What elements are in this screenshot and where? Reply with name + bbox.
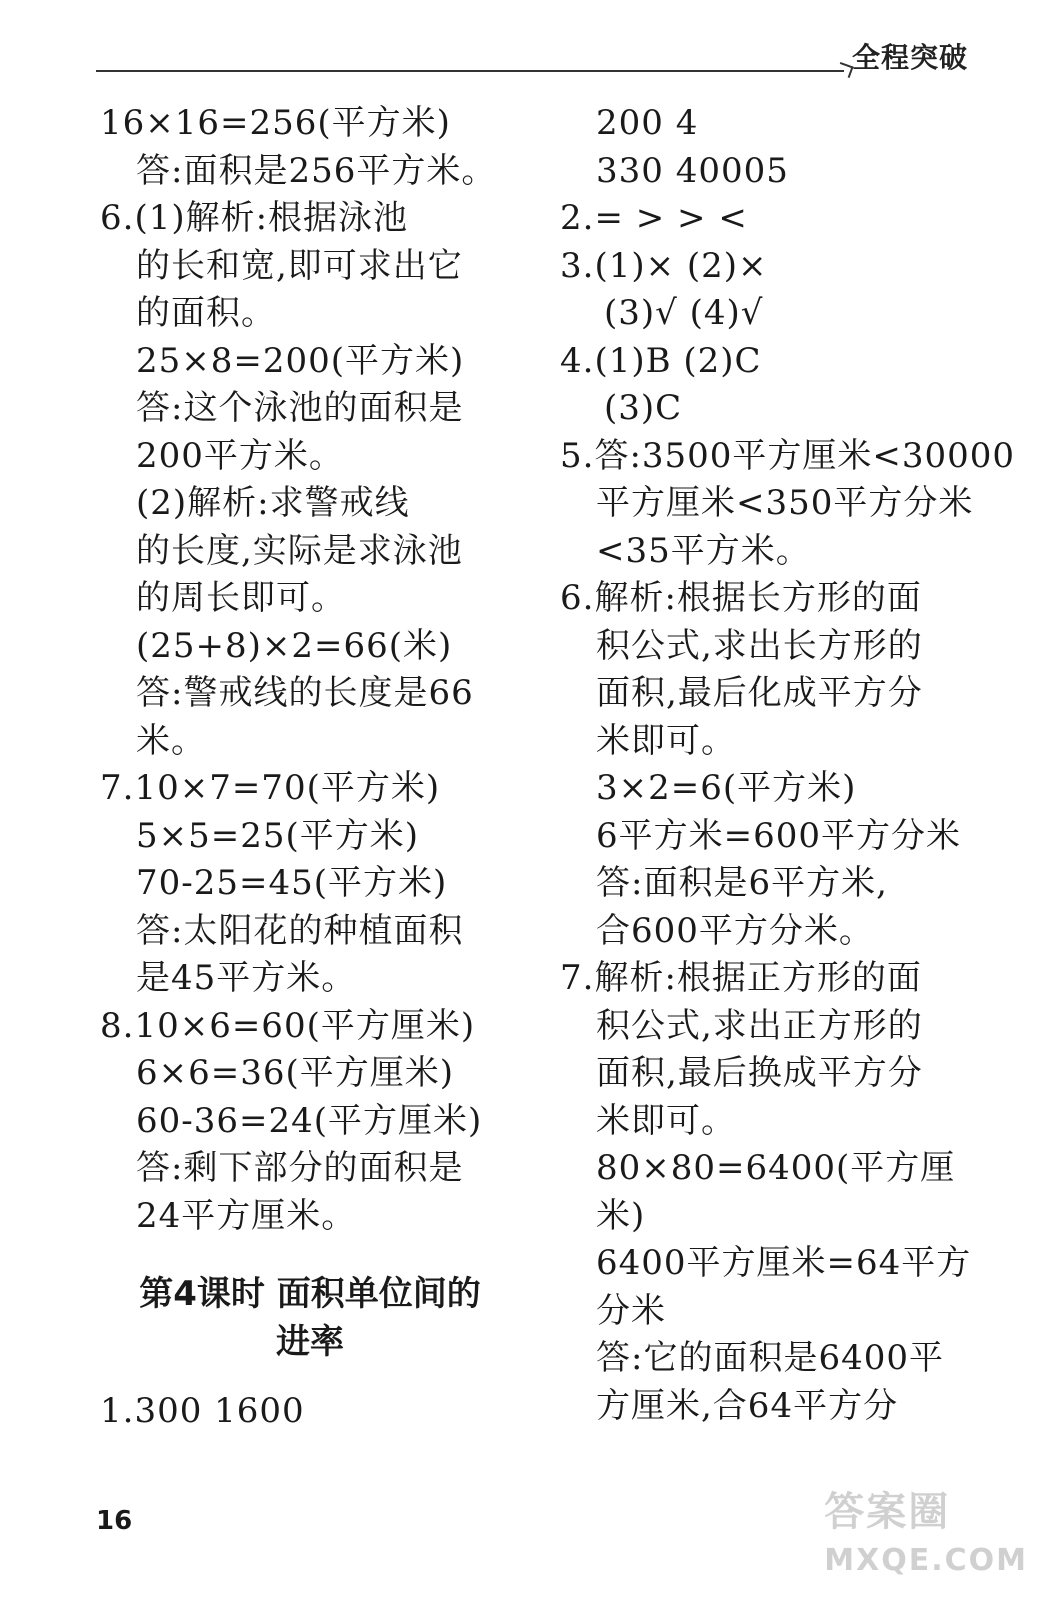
text-line: 8.10×6=60(平方厘米) xyxy=(100,1005,476,1046)
text-line: 5×5=25(平方米) xyxy=(136,815,420,856)
text-line: 25×8=200(平方米) xyxy=(136,340,465,381)
text-line: 面积,最后化成平方分 xyxy=(596,673,923,713)
text-line: 答:面积是6平方米, xyxy=(596,863,888,903)
text-line: 答:太阳花的种植面积 xyxy=(136,910,464,951)
text-line: 5.答:3500平方厘米<30000 xyxy=(560,435,1016,476)
header-brand: 全程突破 xyxy=(851,41,968,74)
text-line: (3)C xyxy=(604,388,683,428)
text-line: 积公式,求出长方形的 xyxy=(596,625,923,666)
text-line: 是45平方米。 xyxy=(136,958,357,998)
text-line: 合600平方分米。 xyxy=(596,910,874,951)
text-line: 70-25=45(平方米) xyxy=(136,863,448,903)
watermark-domain: MXQE.COM xyxy=(824,1543,1028,1578)
watermark xyxy=(824,1480,1028,1578)
text-line: 米) xyxy=(596,1195,646,1236)
text-line: 80×80=6400(平方厘 xyxy=(596,1148,956,1188)
text-line: 积公式,求出正方形的 xyxy=(596,1005,923,1046)
text-line: 200平方米。 xyxy=(136,435,344,476)
lesson-title-line1: 第4课时 面积单位间的 xyxy=(139,1274,481,1314)
right-column xyxy=(560,100,1016,1430)
text-line: <35平方米。 xyxy=(596,530,811,571)
text-line: 的面积。 xyxy=(136,293,276,333)
text-line: 的长度,实际是求泳池 xyxy=(136,530,463,571)
text-line: 答:面积是256平方米。 xyxy=(136,150,497,191)
text-line: 答:它的面积是6400平 xyxy=(596,1338,944,1378)
text-line: 6平方米=600平方分米 xyxy=(596,815,962,856)
text-line: 的长和宽,即可求出它 xyxy=(136,245,463,286)
text-line: 60-36=24(平方厘米) xyxy=(136,1100,483,1141)
text-line: 2.= > > < xyxy=(560,198,748,238)
text-line: 米。 xyxy=(136,720,206,761)
text-line: 6.解析:根据长方形的面 xyxy=(560,578,922,618)
text-line: (2)解析:求警戒线 xyxy=(136,483,410,523)
left-column xyxy=(100,100,540,1436)
text-line: 答:警戒线的长度是66 xyxy=(136,673,474,713)
text-line: 答:这个泳池的面积是 xyxy=(136,388,464,428)
text-line: 米即可。 xyxy=(596,720,736,761)
text-line: 3×2=6(平方米) xyxy=(596,768,857,808)
lesson-title-line2: 进率 xyxy=(276,1322,344,1362)
text-line: 6×6=36(平方厘米) xyxy=(136,1053,455,1093)
text-line: 的周长即可。 xyxy=(136,578,346,618)
text-line: 6400平方厘米=64平方 xyxy=(596,1243,972,1283)
header-rule xyxy=(96,70,844,72)
text-line: 3.(1)× (2)× xyxy=(560,245,768,286)
text-line: 面积,最后换成平方分 xyxy=(596,1053,923,1093)
page-number: 16 xyxy=(96,1506,133,1536)
text-line: 平方厘米<350平方分米 xyxy=(596,483,974,523)
text-line: 7.10×7=70(平方米) xyxy=(100,768,441,808)
text-line: 6.(1)解析:根据泳池 xyxy=(100,198,409,238)
text-line: 分米 xyxy=(596,1290,666,1331)
text-line: 7.解析:根据正方形的面 xyxy=(560,958,922,998)
text-line: 米即可。 xyxy=(596,1100,736,1141)
text-line: (25+8)×2=66(米) xyxy=(136,625,453,666)
text-line: 4.(1)B (2)C xyxy=(560,340,762,381)
text-line: 24平方厘米。 xyxy=(136,1195,357,1236)
text-line: 330 40005 xyxy=(596,150,789,191)
watermark-text: 答案圈 xyxy=(824,1489,951,1535)
text-line: 1.300 1600 xyxy=(100,1391,305,1431)
text-line: (3)√ (4)√ xyxy=(604,293,764,333)
text-line: 答:剩下部分的面积是 xyxy=(136,1148,464,1188)
text-line: 16×16=256(平方米) xyxy=(100,103,451,143)
text-line: 方厘米,合64平方分 xyxy=(596,1385,899,1426)
text-line: 200 4 xyxy=(596,103,699,143)
lesson-title xyxy=(100,1270,520,1366)
